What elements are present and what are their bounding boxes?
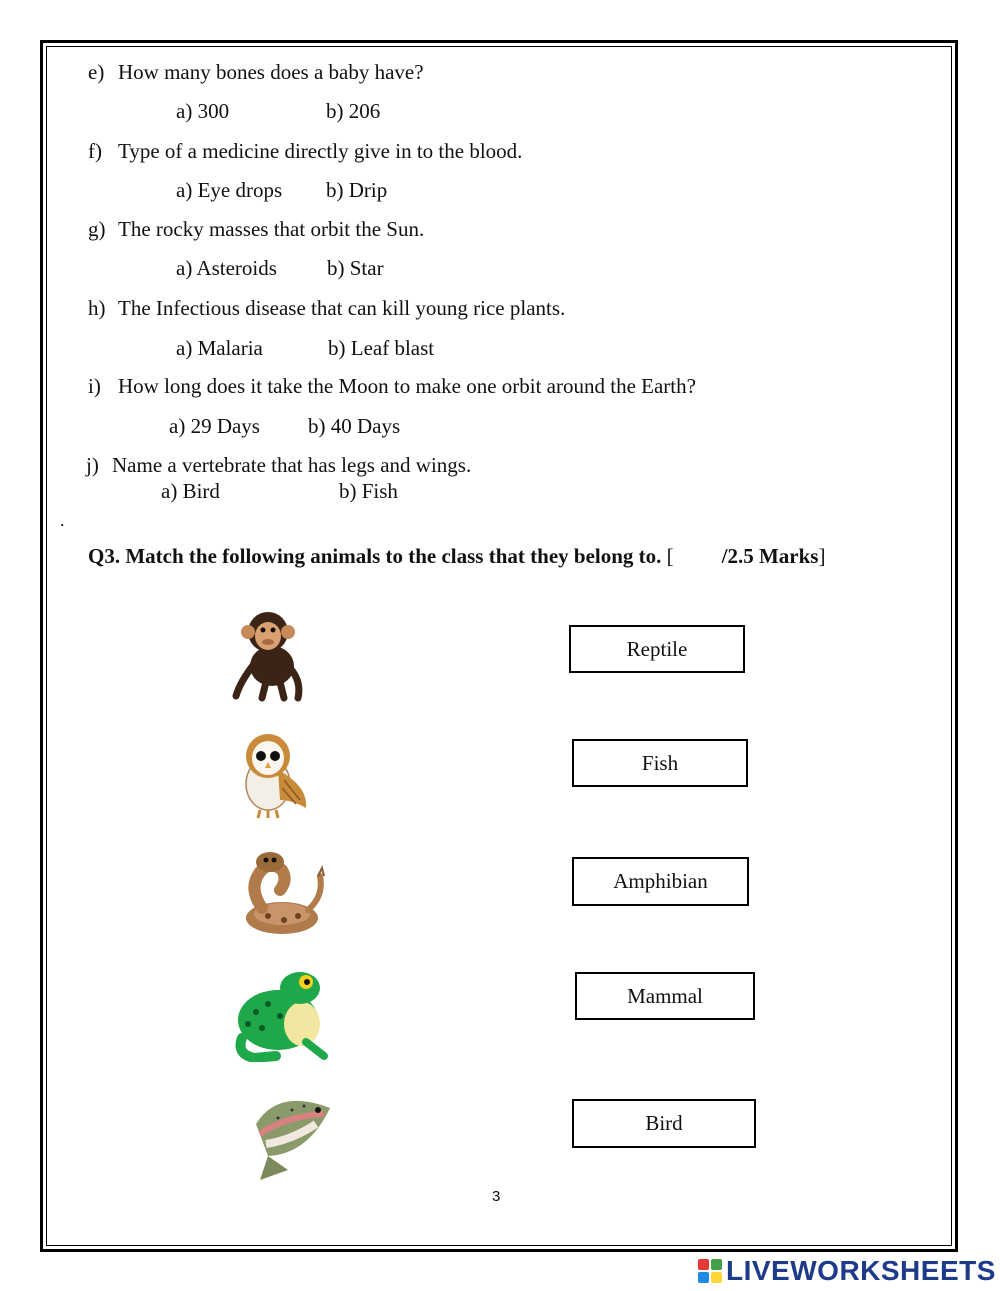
class-label: Amphibian (613, 869, 708, 893)
question-g (88, 217, 424, 242)
option-b[interactable]: b) Drip (326, 178, 388, 202)
option-a[interactable]: a) 29 Days (169, 414, 260, 438)
page-number: 3 (492, 1188, 501, 1205)
option-a[interactable]: a) Malaria (176, 336, 263, 360)
question-f (88, 139, 522, 164)
q3-bracket-open: [ (666, 544, 674, 568)
stray-mark: . (60, 510, 65, 530)
option-b[interactable]: b) Fish (339, 479, 398, 503)
question-text: How long does it take the Moon to make one orbit around the Earth? (118, 374, 696, 398)
option-a[interactable]: a) Asteroids (176, 256, 277, 280)
question-h (88, 296, 565, 321)
question-text: How many bones does a baby have? (118, 60, 424, 84)
question-text: Type of a medicine directly give in to the blood. (118, 139, 523, 163)
class-label: Mammal (627, 983, 703, 1008)
class-box-mammal[interactable] (575, 972, 755, 1020)
option-a[interactable]: a) Eye drops (176, 178, 283, 202)
option-b[interactable]: b) 40 Days (308, 414, 401, 438)
question-j (86, 453, 471, 478)
class-box-fish[interactable] (572, 739, 748, 787)
snake-icon[interactable] (238, 846, 334, 938)
q3-title: Q3. Match the following animals to the class that they belong to. (88, 544, 662, 568)
class-box-amphibian[interactable] (572, 857, 749, 906)
owl-icon[interactable] (234, 730, 314, 820)
question-e (88, 60, 424, 85)
logo-icon (698, 1259, 722, 1283)
question-text: Name a vertebrate that has legs and wings. (112, 453, 472, 477)
class-label: Fish (641, 750, 679, 775)
q3-heading (88, 544, 825, 569)
class-box-reptile[interactable] (569, 625, 745, 673)
liveworksheets-logo[interactable] (698, 1255, 996, 1287)
option-b[interactable]: b) Star (327, 256, 384, 280)
question-letter: f) (88, 139, 102, 163)
question-text: The Infectious disease that can kill young rice plants. (118, 296, 566, 320)
logo-text: LIVEWORKSHEETS (726, 1255, 996, 1286)
question-letter: j) (86, 453, 99, 477)
option-a[interactable]: a) 300 (176, 99, 230, 123)
question-letter: h) (88, 296, 106, 320)
question-text: The rocky masses that orbit the Sun. (118, 217, 425, 241)
frog-icon[interactable] (232, 968, 332, 1062)
fish-icon[interactable] (238, 1084, 338, 1182)
question-i (88, 374, 696, 399)
class-box-bird[interactable] (572, 1099, 756, 1148)
q3-marks: /2.5 Marks (721, 544, 819, 568)
option-b[interactable]: b) Leaf blast (328, 336, 435, 360)
class-label: Reptile (626, 636, 688, 661)
q3-bracket-close: ] (818, 544, 826, 568)
chimpanzee-icon[interactable] (228, 604, 308, 702)
option-b[interactable]: b) 206 (326, 99, 381, 123)
question-letter: g) (88, 217, 106, 241)
question-letter: e) (88, 60, 105, 84)
class-label: Bird (645, 1111, 683, 1135)
question-letter: i) (88, 374, 101, 398)
option-a[interactable]: a) Bird (161, 479, 220, 503)
